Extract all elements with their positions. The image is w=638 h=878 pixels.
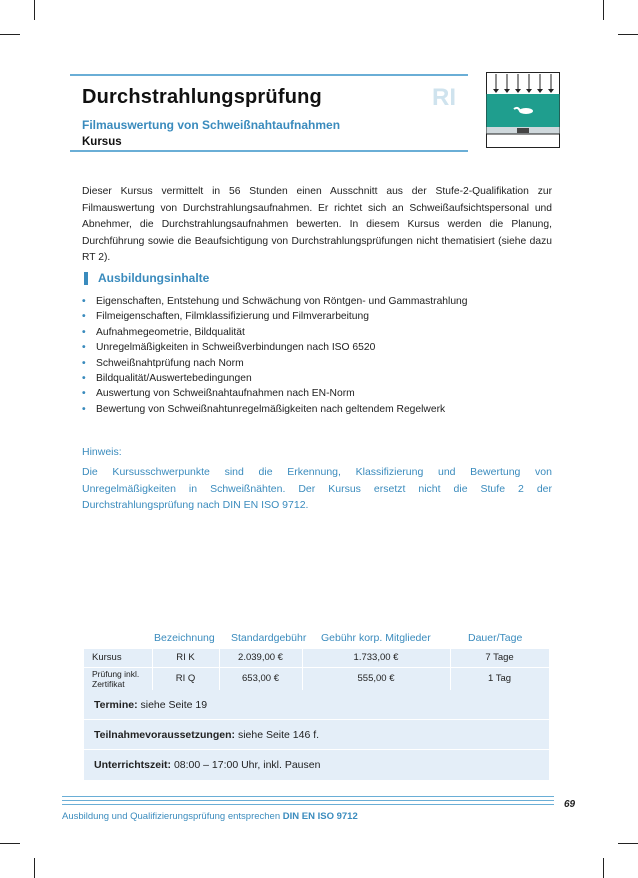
row-duration: 1 Tag [487,673,512,684]
list-item: • Schweißnahtprüfung nach Norm [82,356,562,371]
header-bottom-rule [70,150,468,152]
page-number: 69 [564,799,576,810]
table-row [84,668,549,690]
crop-mark [603,858,604,878]
row-standard: 2.039,00 € [238,652,283,663]
bullet-icon: • [82,388,86,400]
bullet-icon: • [82,373,86,385]
col-header-standard: Standardgebühr [231,632,307,644]
footer-rule [62,800,554,801]
crop-mark [618,34,638,35]
footer-note: Ausbildung und Qualifizierungsprüfung entsprechen DIN EN ISO 9712 [62,811,358,822]
footer-rule [62,796,554,797]
bullet-icon: • [82,403,86,415]
crop-mark [618,843,638,844]
row-label: Prüfung inkl. Zertifikat [92,669,140,689]
list-item: • Bewertung von Schweißnahtunregelmäßigkeiten nach geltendem Regelwerk [82,402,562,417]
list-item: • Aufnahmegeometrie, Bildqualität [82,325,562,340]
info-termine: Termine: siehe Seite 19 [84,690,549,720]
table-row [84,649,549,667]
bullet-icon: • [82,326,86,338]
list-item: • Filmeigenschaften, Filmklassifizierung und Filmverarbeitung [82,309,562,324]
radiography-logo-icon [486,72,560,148]
course-code: RI [432,84,456,111]
crop-mark [0,843,20,844]
list-item: • Unregelmäßigkeiten in Schweißverbindungen nach ISO 6520 [82,340,562,355]
section-marker [84,272,88,285]
row-duration: 7 Tage [485,652,514,663]
bullet-icon: • [82,357,86,369]
info-unterrichtszeit: Unterrichtszeit: 08:00 – 17:00 Uhr, inkl. Pausen [84,749,549,780]
row-member: 555,00 € [357,673,395,684]
hint-label: Hinweis: [82,446,122,458]
section-title: Ausbildungsinhalte [98,271,210,285]
hint-text: Die Kursusschwerpunkte sind die Erkennung, Klassifizierung und Bewertung von Unregelmäßigkeiten in Schweißnähten. Der Kursus ersetzt nicht die Stufe 2 der Durchstrahlungsprüfung nach DIN EN ISO 9712. [82,466,552,511]
row-code: RI Q [175,673,196,684]
bullet-icon: • [82,342,86,354]
bullet-icon: • [82,296,86,307]
course-category: Kursus [82,136,122,148]
page-title: Durchstrahlungsprüfung [82,86,322,108]
info-voraussetzungen: Teilnahmevoraussetzungen: siehe Seite 146 f. [84,719,549,750]
row-code: RI K [176,652,195,663]
bullet-icon: • [82,311,86,323]
crop-mark [34,0,35,20]
col-header-bezeichnung: Bezeichnung [154,632,215,644]
header-top-rule [70,74,468,76]
crop-mark [603,0,604,20]
col-header-duration: Dauer/Tage [468,632,523,644]
intro-paragraph: Dieser Kursus vermittelt in 56 Stunden einen Ausschnitt aus der Stufe-2-Qualifikation zur Filmauswertung von Durchstrahlungsaufnahmen. Er richtet sich an Schweißaufsichtspersonal und Abnehmer, die Durchstrahlungsaufnahmen bewerten. In diesem Kursus werden die Planung, Durchführung sowie die Beaufsichtigung von Durchstrahlungsprüfungen nicht thematisiert (siehe dazu RT 2). [82,186,552,263]
crop-mark [34,858,35,878]
list-item: • Auswertung von Schweißnahtaufnahmen nach EN-Norm [82,386,562,401]
list-item: • Bildqualität/Auswertebedingungen [82,371,562,386]
crop-mark [0,34,20,35]
page-subtitle: Filmauswertung von Schweißnahtaufnahmen [82,118,341,132]
list-item: • Eigenschaften, Entstehung und Schwächung von Röntgen- und Gammastrahlung [82,294,562,309]
bullet-list [82,294,562,417]
row-member: 1.733,00 € [353,652,399,663]
footer-rule [62,804,554,805]
row-standard: 653,00 € [242,673,279,684]
row-label: Kursus [92,652,122,663]
col-header-member: Gebühr korp. Mitglieder [321,632,431,644]
